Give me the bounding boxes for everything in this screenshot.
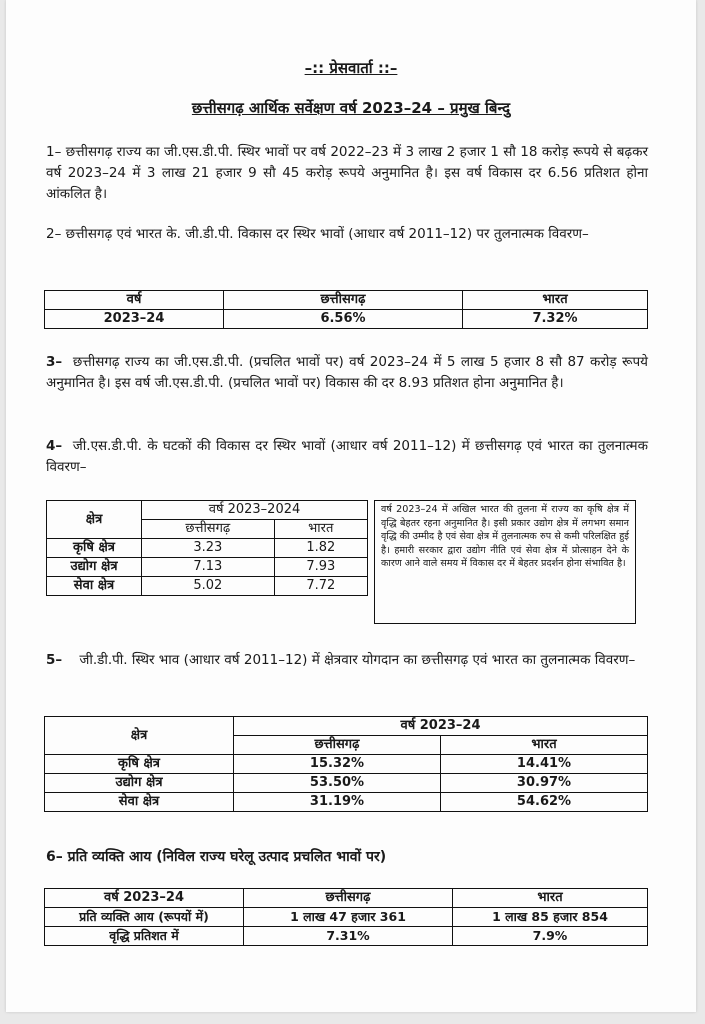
table-cell: उद्योग क्षेत्र <box>47 558 142 577</box>
table-header: छत्तीसगढ़ <box>234 736 441 755</box>
table-header: भारत <box>274 520 367 539</box>
document-title: –:: प्रेसवार्ता ::– <box>304 59 398 77</box>
table-row <box>45 774 648 793</box>
table-row <box>47 577 368 596</box>
point-4-text <box>46 436 648 478</box>
point-6-heading: 6– प्रति व्यक्ति आय (निविल राज्य घरेलू उत्पाद प्रचलित भावों पर) <box>46 849 387 865</box>
table-cell: 7.32% <box>463 310 648 329</box>
table-cell: 7.93 <box>274 558 367 577</box>
table-header: क्षेत्र <box>45 717 234 755</box>
table-header: छत्तीसगढ़ <box>224 291 463 310</box>
table-cell: 15.32% <box>234 755 441 774</box>
point-1-text: 1– छत्तीसगढ़ राज्य का जी.एस.डी.पी. स्थिर भावों पर वर्ष 2022–23 में 3 लाख 2 हजार 1 सौ 18 करोड़ रूपये से बढ़कर वर्ष 2023–24 में 3 लाख 21 हजार 9 सौ 45 करोड़ रूपये अनुमानित है। इस वर्ष विकास दर 6.56 प्रतिशत होना आंकलित है। <box>46 144 648 202</box>
table-cell: वृद्धि प्रतिशत में <box>45 927 244 946</box>
point-2-text: 2– छत्तीसगढ़ एवं भारत के. जी.डी.पी. विकास दर स्थिर भावों (आधार वर्ष 2011–12) पर तुलनात्मक विवरण– <box>46 226 589 242</box>
table-cell: 5.02 <box>142 577 275 596</box>
table-cell: उद्योग क्षेत्र <box>45 774 234 793</box>
table-header: वर्ष <box>45 291 224 310</box>
gdp-growth-table <box>44 290 648 329</box>
per-capita-income-table <box>44 888 648 946</box>
table-header: भारत <box>453 889 648 908</box>
table-header: छत्तीसगढ़ <box>244 889 453 908</box>
table-cell: 2023–24 <box>45 310 224 329</box>
table-cell: 7.13 <box>142 558 275 577</box>
point-5-number: 5– <box>46 652 63 668</box>
table-row <box>47 539 368 558</box>
table-cell: 14.41% <box>441 755 648 774</box>
point-4-number: 4– <box>46 438 63 454</box>
table-row <box>45 755 648 774</box>
table-header: वर्ष 2023–24 <box>45 889 244 908</box>
table-cell: सेवा क्षेत्र <box>45 793 234 812</box>
table-header: छत्तीसगढ़ <box>142 520 275 539</box>
point-3-text <box>46 352 648 394</box>
point-5-text <box>46 650 648 671</box>
table-cell: कृषि क्षेत्र <box>47 539 142 558</box>
table-cell: सेवा क्षेत्र <box>47 577 142 596</box>
table-row <box>45 908 648 927</box>
table-cell: 7.31% <box>244 927 453 946</box>
table-cell: 3.23 <box>142 539 275 558</box>
table-row <box>45 927 648 946</box>
table-cell: कृषि क्षेत्र <box>45 755 234 774</box>
sector-contribution-table <box>44 716 648 812</box>
table-cell: 1.82 <box>274 539 367 558</box>
table-row <box>45 310 648 329</box>
point-4-body: जी.एस.डी.पी. के घटकों की विकास दर स्थिर भावों (आधार वर्ष 2011–12) में छत्तीसगढ़ एवं भारत का तुलनात्मक विवरण– <box>46 438 648 475</box>
sector-growth-table <box>46 500 368 596</box>
table-cell: 54.62% <box>441 793 648 812</box>
point-3-body: छत्तीसगढ़ राज्य का जी.एस.डी.पी. (प्रचलित भावों पर) वर्ष 2023–24 में 5 लाख 5 हजार 8 सौ 87 करोड़ रूपये अनुमानित है। इस वर्ष जी.एस.डी.पी. (प्रचलित भावों पर) विकास की दर 8.93 प्रतिशत होना अनुमानित है। <box>46 354 648 391</box>
table-header: वर्ष 2023–2024 <box>142 501 368 520</box>
table-cell: प्रति व्यक्ति आय (रूपयों में) <box>45 908 244 927</box>
table-row <box>47 558 368 577</box>
sector-note-box: वर्ष 2023–24 में अखिल भारत की तुलना में राज्य का कृषि क्षेत्र में वृद्धि बेहतर रहना अनुमानित है। इसी प्रकार उद्योग क्षेत्र में लगभग समान वृद्धि की उम्मीद है एवं सेवा क्षेत्र में तुलनात्मक रुप से कमी परिलक्षित हुई है। हमारी सरकार द्वारा उद्योग नीति एवं सेवा क्षेत्र में प्रोत्साहन देने के कारण आने वाले समय में विकास दर में बेहतर प्रदर्शन होना संभावित है। <box>374 500 636 624</box>
table-header: वर्ष 2023–24 <box>234 717 648 736</box>
table-header: क्षेत्र <box>47 501 142 539</box>
document-subtitle: छत्तीसगढ़ आर्थिक सर्वेक्षण वर्ष 2023–24 – प्रमुख बिन्दु <box>191 99 511 117</box>
document-page <box>6 0 696 1012</box>
table-header: भारत <box>463 291 648 310</box>
table-cell: 53.50% <box>234 774 441 793</box>
table-cell: 7.9% <box>453 927 648 946</box>
table-cell: 30.97% <box>441 774 648 793</box>
table-cell: 1 लाख 85 हजार 854 <box>453 908 648 927</box>
table-cell: 1 लाख 47 हजार 361 <box>244 908 453 927</box>
table-cell: 7.72 <box>274 577 367 596</box>
table-header: भारत <box>441 736 648 755</box>
point-5-body: जी.डी.पी. स्थिर भाव (आधार वर्ष 2011–12) में क्षेत्रवार योगदान का छत्तीसगढ़ एवं भारत का तुलनात्मक विवरण– <box>79 652 636 668</box>
point-3-number: 3– <box>46 354 63 370</box>
table-cell: 6.56% <box>224 310 463 329</box>
table-cell: 31.19% <box>234 793 441 812</box>
table-row <box>45 793 648 812</box>
